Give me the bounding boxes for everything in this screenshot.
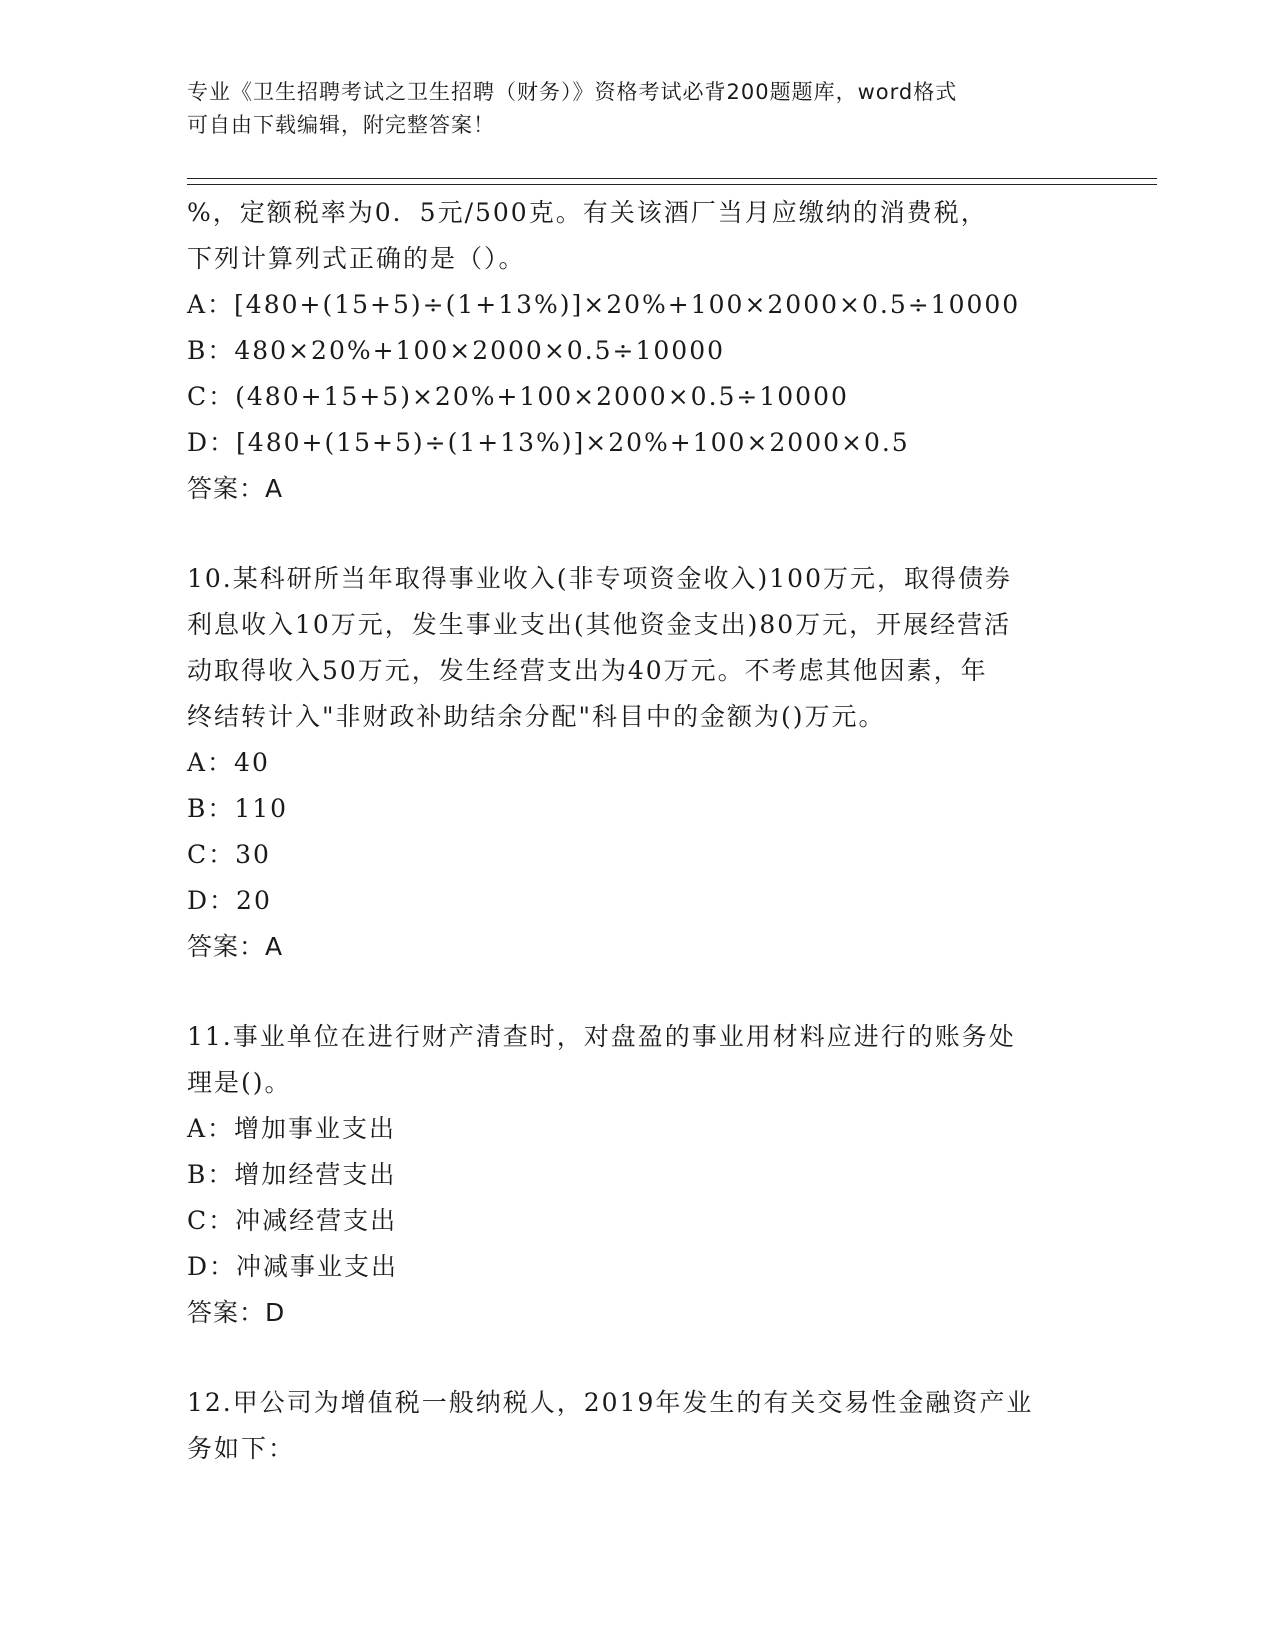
- option-d: D：冲减事业支出: [187, 1252, 399, 1281]
- answer-line: 答案：A: [187, 474, 284, 503]
- option-c: C：(480+15+5)×20%+100×2000×0.5÷10000: [187, 382, 849, 411]
- question-11: [187, 1014, 1087, 1336]
- question-stem-line: 理是()。: [187, 1068, 292, 1097]
- question-stem-line: 利息收入10万元，发生事业支出(其他资金支出)80万元，开展经营活: [187, 610, 1012, 639]
- option-b: B：110: [187, 794, 289, 823]
- question-10: [187, 556, 1087, 970]
- question-stem-line: 下列计算列式正确的是（）。: [187, 244, 526, 273]
- header-line-2: 可自由下载编辑，附完整答案！: [187, 113, 495, 137]
- header-line-1: 专业《卫生招聘考试之卫生招聘（财务）》资格考试必背200题题库，word格式: [187, 80, 958, 104]
- option-b: B：增加经营支出: [187, 1160, 397, 1189]
- question-stem-line: 终结转计入"非财政补助结余分配"科目中的金额为()万元。: [187, 702, 886, 731]
- question-stem-line: 务如下：: [187, 1434, 296, 1463]
- question-stem-line: %，定额税率为0．5元/500克。有关该酒厂当月应缴纳的消费税，: [187, 198, 988, 227]
- option-c: C：30: [187, 840, 271, 869]
- question-stem-line: 动取得收入50万元，发生经营支出为40万元。不考虑其他因素，年: [187, 656, 988, 685]
- question-stem-line: 11.事业单位在进行财产清查时，对盘盈的事业用材料应进行的账务处: [187, 1022, 1016, 1051]
- option-b: B：480×20%+100×2000×0.5÷10000: [187, 336, 726, 365]
- question-stem-line: 10.某科研所当年取得事业收入(非专项资金收入)100万元，取得债券: [187, 564, 1012, 593]
- answer-line: 答案：D: [187, 1298, 286, 1327]
- answer-line: 答案：A: [187, 932, 284, 961]
- option-c: C：冲减经营支出: [187, 1206, 398, 1235]
- header-rule-bottom: [187, 184, 1157, 185]
- page-header: [187, 76, 1087, 142]
- option-d: D：20: [187, 886, 272, 915]
- header-rule-top: [187, 178, 1157, 179]
- question-12: [187, 1380, 1087, 1472]
- document-body: [187, 190, 1087, 1472]
- option-a: A：增加事业支出: [187, 1114, 397, 1143]
- question-stem-line: 12.甲公司为增值税一般纳税人，2019年发生的有关交易性金融资产业: [187, 1388, 1034, 1417]
- option-d: D：[480+(15+5)÷(1+13%)]×20%+100×2000×0.5: [187, 428, 910, 457]
- question-9-continuation: [187, 190, 1087, 512]
- option-a: A：[480+(15+5)÷(1+13%)]×20%+100×2000×0.5÷10000: [187, 290, 1021, 319]
- option-a: A：40: [187, 748, 270, 777]
